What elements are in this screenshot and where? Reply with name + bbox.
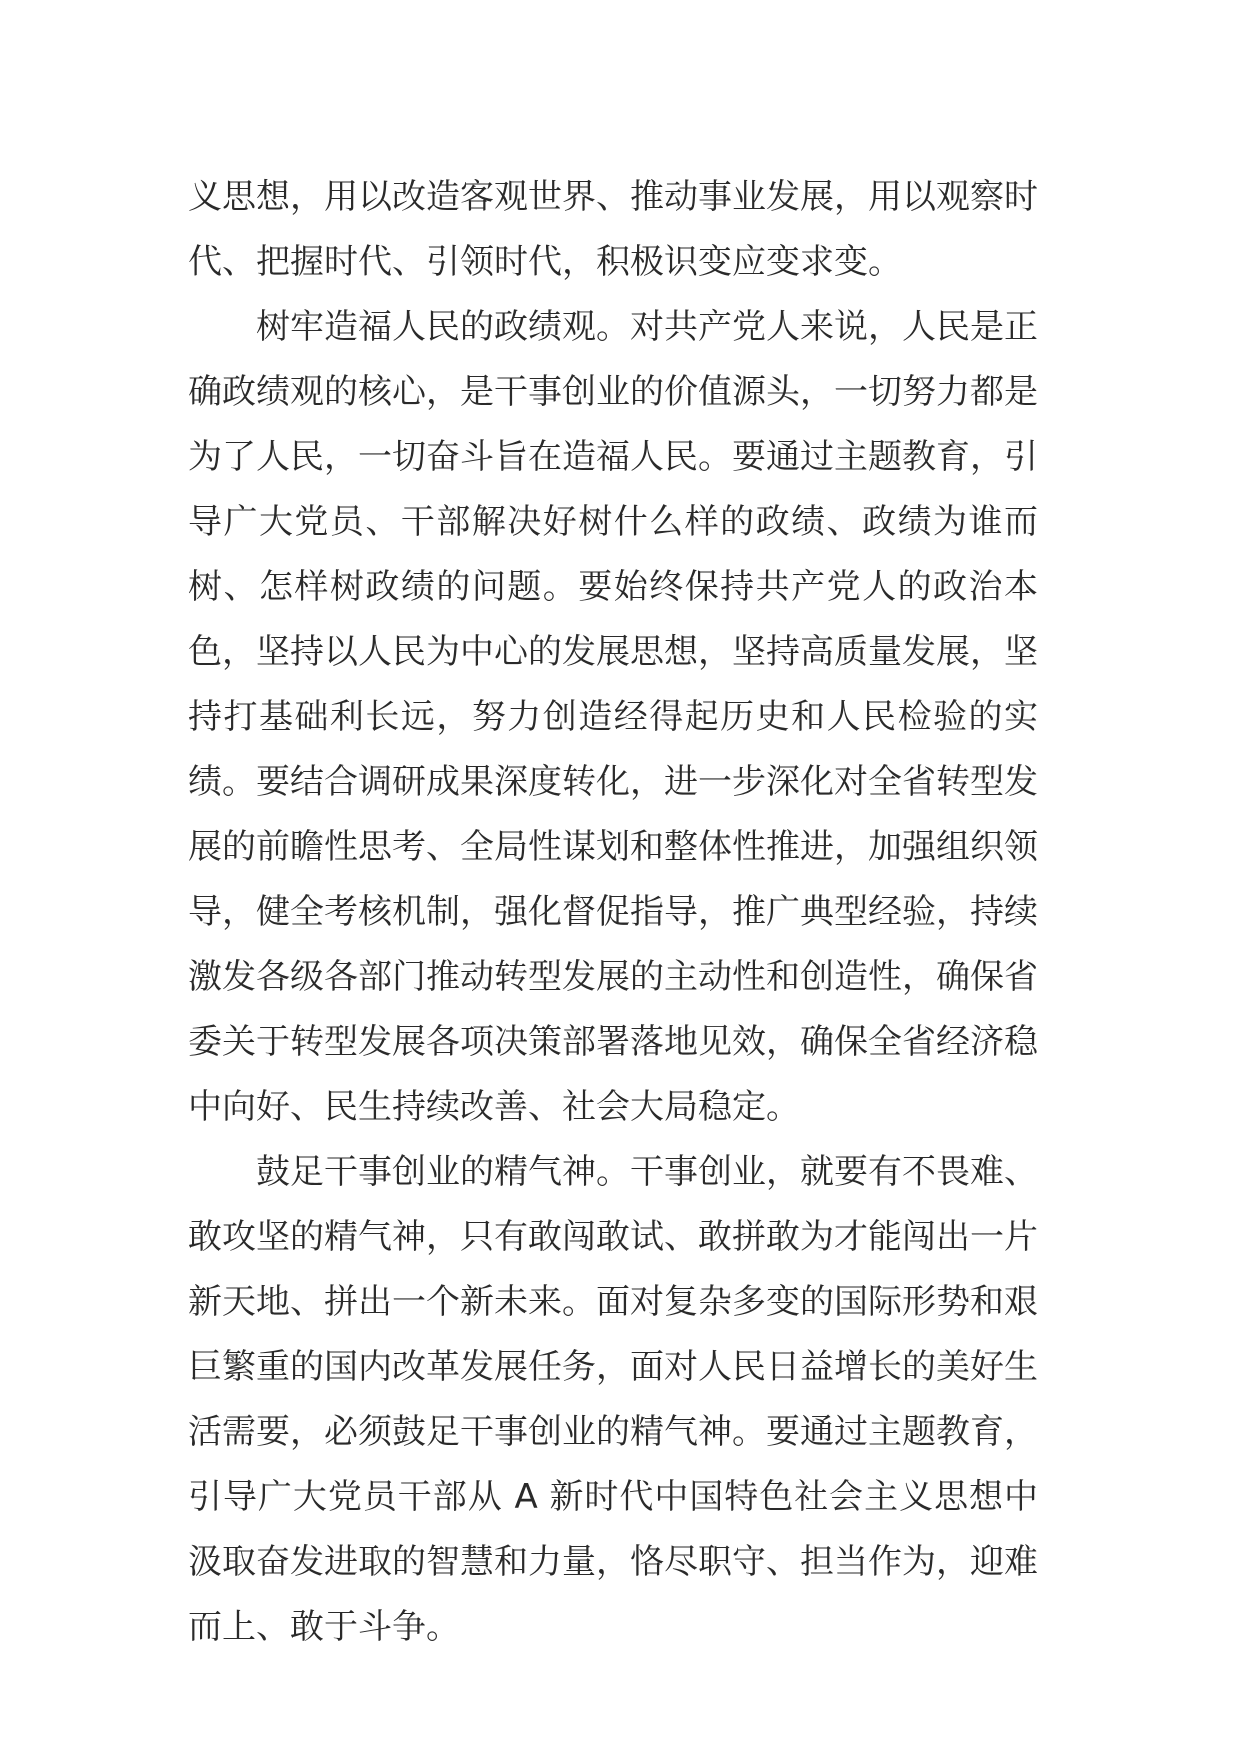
paragraph-1: 义思想，用以改造客观世界、推动事业发展，用以观察时代、把握时代、引领时代，积极识变应变求变。	[188, 177, 1038, 282]
document-body	[188, 165, 1038, 1660]
paragraph-3: 鼓足干事创业的精气神。干事创业，就要有不畏难、敢攻坚的精气神，只有敢闯敢试、敢拼敢为才能闯出一片新天地、拼出一个新未来。面对复杂多变的国际形势和艰巨繁重的国内改革发展任务，面对人民日益增长的美好生活需要，必须鼓足干事创业的精气神。要通过主题教育，引导广大党员干部从 A 新时代中国特色社会主义思想中汲取奋发进取的智慧和力量，恪尽职守、担当作为，迎难而上、敢于斗争。	[188, 1152, 1038, 1647]
paragraph-2: 树牢造福人民的政绩观。对共产党人来说，人民是正确政绩观的核心，是干事创业的价值源头，一切努力都是为了人民，一切奋斗旨在造福人民。要通过主题教育，引导广大党员、干部解决好树什么样的政绩、政绩为谁而树、怎样树政绩的问题。要始终保持共产党人的政治本色，坚持以人民为中心的发展思想，坚持高质量发展，坚持打基础利长远，努力创造经得起历史和人民检验的实绩。要结合调研成果深度转化，进一步深化对全省转型发展的前瞻性思考、全局性谋划和整体性推进，加强组织领导，健全考核机制，强化督促指导，推广典型经验，持续激发各级各部门推动转型发展的主动性和创造性，确保省委关于转型发展各项决策部署落地见效，确保全省经济稳中向好、民生持续改善、社会大局稳定。	[188, 307, 1038, 1127]
